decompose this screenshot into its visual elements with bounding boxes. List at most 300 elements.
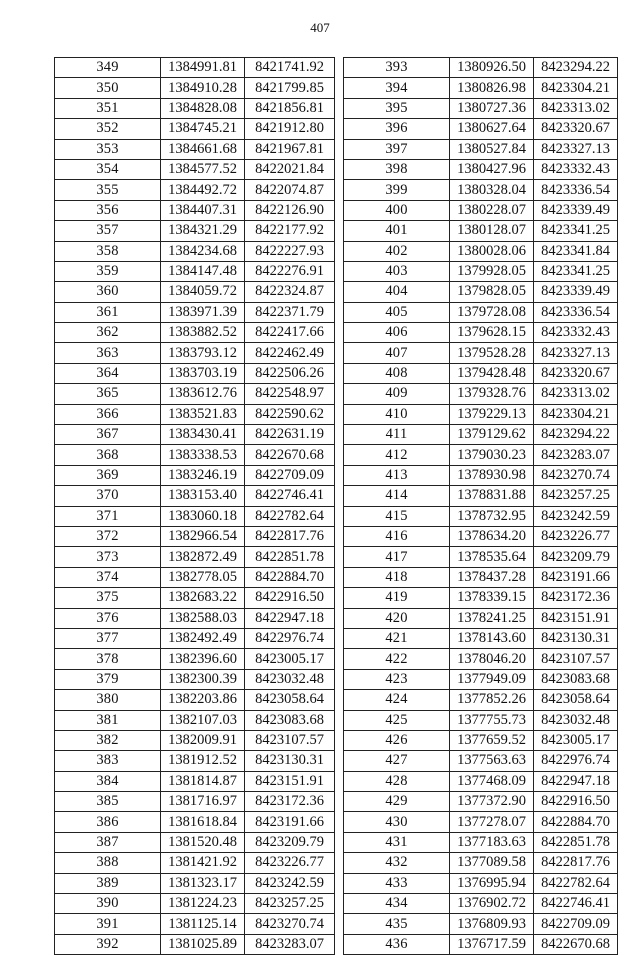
point-number-cell: 429 [344,792,450,812]
x-coordinate-cell: 1377278.07 [450,812,534,832]
table-row [55,200,335,220]
y-coordinate-cell: 8422976.74 [534,751,618,771]
table-row [344,282,618,302]
table-row [55,78,335,98]
table-row [55,180,335,200]
table-row [344,119,618,139]
x-coordinate-cell: 1376995.94 [450,873,534,893]
x-coordinate-cell: 1382778.05 [161,567,245,587]
table-row [344,690,618,710]
coordinate-table-right-body [344,58,618,955]
point-number-cell: 365 [55,384,161,404]
table-row [344,628,618,648]
y-coordinate-cell: 8423130.31 [534,628,618,648]
table-row [55,323,335,343]
x-coordinate-cell: 1378241.25 [450,608,534,628]
point-number-cell: 368 [55,445,161,465]
y-coordinate-cell: 8423242.59 [534,506,618,526]
table-row [344,914,618,934]
x-coordinate-cell: 1384059.72 [161,282,245,302]
table-row [344,894,618,914]
table-row [55,98,335,118]
y-coordinate-cell: 8422916.50 [245,588,335,608]
x-coordinate-cell: 1378046.20 [450,649,534,669]
point-number-cell: 364 [55,363,161,383]
point-number-cell: 420 [344,608,450,628]
x-coordinate-cell: 1384492.72 [161,180,245,200]
point-number-cell: 431 [344,832,450,852]
table-row [55,486,335,506]
table-row [344,567,618,587]
y-coordinate-cell: 8423283.07 [245,934,335,954]
y-coordinate-cell: 8423313.02 [534,384,618,404]
point-number-cell: 384 [55,771,161,791]
table-row [55,445,335,465]
table-row [55,669,335,689]
x-coordinate-cell: 1379728.08 [450,302,534,322]
table-row [55,58,335,78]
x-coordinate-cell: 1381125.14 [161,914,245,934]
y-coordinate-cell: 8422548.97 [245,384,335,404]
y-coordinate-cell: 8421799.85 [245,78,335,98]
x-coordinate-cell: 1379030.23 [450,445,534,465]
x-coordinate-cell: 1378143.60 [450,628,534,648]
point-number-cell: 380 [55,690,161,710]
x-coordinate-cell: 1382300.39 [161,669,245,689]
point-number-cell: 359 [55,261,161,281]
x-coordinate-cell: 1378634.20 [450,526,534,546]
table-row [344,608,618,628]
x-coordinate-cell: 1380527.84 [450,139,534,159]
x-coordinate-cell: 1384828.08 [161,98,245,118]
table-row [344,404,618,424]
y-coordinate-cell: 8423130.31 [245,751,335,771]
y-coordinate-cell: 8423257.25 [534,486,618,506]
x-coordinate-cell: 1383338.53 [161,445,245,465]
y-coordinate-cell: 8423341.25 [534,221,618,241]
point-number-cell: 349 [55,58,161,78]
point-number-cell: 382 [55,730,161,750]
coordinate-table-left [54,57,335,955]
y-coordinate-cell: 8422021.84 [245,159,335,179]
table-row [55,649,335,669]
y-coordinate-cell: 8423283.07 [534,445,618,465]
table-row [55,526,335,546]
x-coordinate-cell: 1379229.13 [450,404,534,424]
point-number-cell: 356 [55,200,161,220]
y-coordinate-cell: 8422916.50 [534,792,618,812]
point-number-cell: 355 [55,180,161,200]
point-number-cell: 408 [344,363,450,383]
table-row [344,221,618,241]
y-coordinate-cell: 8423304.21 [534,78,618,98]
y-coordinate-cell: 8422276.91 [245,261,335,281]
point-number-cell: 396 [344,119,450,139]
y-coordinate-cell: 8421912.80 [245,119,335,139]
point-number-cell: 362 [55,323,161,343]
y-coordinate-cell: 8422590.62 [245,404,335,424]
y-coordinate-cell: 8423270.74 [534,465,618,485]
y-coordinate-cell: 8423032.48 [534,710,618,730]
table-row [344,425,618,445]
table-row [55,894,335,914]
table-row [55,343,335,363]
point-number-cell: 393 [344,58,450,78]
point-number-cell: 435 [344,914,450,934]
x-coordinate-cell: 1381224.23 [161,894,245,914]
table-row [344,853,618,873]
y-coordinate-cell: 8422884.70 [534,812,618,832]
x-coordinate-cell: 1378930.98 [450,465,534,485]
x-coordinate-cell: 1377755.73 [450,710,534,730]
y-coordinate-cell: 8422670.68 [245,445,335,465]
point-number-cell: 361 [55,302,161,322]
x-coordinate-cell: 1384234.68 [161,241,245,261]
y-coordinate-cell: 8423172.36 [245,792,335,812]
x-coordinate-cell: 1379528.28 [450,343,534,363]
point-number-cell: 432 [344,853,450,873]
y-coordinate-cell: 8423226.77 [245,853,335,873]
table-row [344,812,618,832]
point-number-cell: 414 [344,486,450,506]
point-number-cell: 354 [55,159,161,179]
point-number-cell: 353 [55,139,161,159]
y-coordinate-cell: 8422851.78 [245,547,335,567]
x-coordinate-cell: 1384661.68 [161,139,245,159]
point-number-cell: 402 [344,241,450,261]
table-row [55,261,335,281]
table-row [55,425,335,445]
x-coordinate-cell: 1383612.76 [161,384,245,404]
x-coordinate-cell: 1381421.92 [161,853,245,873]
table-row [344,506,618,526]
table-row [344,934,618,954]
y-coordinate-cell: 8422506.26 [245,363,335,383]
x-coordinate-cell: 1384321.29 [161,221,245,241]
point-number-cell: 398 [344,159,450,179]
x-coordinate-cell: 1379828.05 [450,282,534,302]
table-row [55,812,335,832]
table-row [55,363,335,383]
x-coordinate-cell: 1382107.03 [161,710,245,730]
point-number-cell: 397 [344,139,450,159]
y-coordinate-cell: 8422177.92 [245,221,335,241]
point-number-cell: 381 [55,710,161,730]
point-number-cell: 369 [55,465,161,485]
y-coordinate-cell: 8423005.17 [245,649,335,669]
point-number-cell: 434 [344,894,450,914]
coordinate-table-left-body [55,58,335,955]
point-number-cell: 406 [344,323,450,343]
point-number-cell: 377 [55,628,161,648]
point-number-cell: 383 [55,751,161,771]
point-number-cell: 426 [344,730,450,750]
x-coordinate-cell: 1380826.98 [450,78,534,98]
y-coordinate-cell: 8423339.49 [534,282,618,302]
point-number-cell: 391 [55,914,161,934]
y-coordinate-cell: 8423107.57 [534,649,618,669]
table-row [344,832,618,852]
table-row [344,200,618,220]
x-coordinate-cell: 1383153.40 [161,486,245,506]
table-row [344,771,618,791]
x-coordinate-cell: 1380128.07 [450,221,534,241]
x-coordinate-cell: 1380727.36 [450,98,534,118]
point-number-cell: 417 [344,547,450,567]
y-coordinate-cell: 8423209.79 [534,547,618,567]
x-coordinate-cell: 1380627.64 [450,119,534,139]
table-row [344,58,618,78]
x-coordinate-cell: 1376809.93 [450,914,534,934]
point-number-cell: 412 [344,445,450,465]
x-coordinate-cell: 1384147.48 [161,261,245,281]
table-row [55,934,335,954]
y-coordinate-cell: 8422462.49 [245,343,335,363]
y-coordinate-cell: 8422709.09 [245,465,335,485]
x-coordinate-cell: 1380028.06 [450,241,534,261]
x-coordinate-cell: 1379628.15 [450,323,534,343]
point-number-cell: 419 [344,588,450,608]
y-coordinate-cell: 8422782.64 [534,873,618,893]
y-coordinate-cell: 8422947.18 [534,771,618,791]
point-number-cell: 401 [344,221,450,241]
point-number-cell: 428 [344,771,450,791]
y-coordinate-cell: 8422947.18 [245,608,335,628]
y-coordinate-cell: 8422746.41 [245,486,335,506]
table-row [55,771,335,791]
point-number-cell: 376 [55,608,161,628]
y-coordinate-cell: 8423336.54 [534,180,618,200]
table-row [344,98,618,118]
table-row [344,241,618,261]
point-number-cell: 360 [55,282,161,302]
point-number-cell: 413 [344,465,450,485]
point-number-cell: 427 [344,751,450,771]
y-coordinate-cell: 8423151.91 [534,608,618,628]
y-coordinate-cell: 8422074.87 [245,180,335,200]
point-number-cell: 404 [344,282,450,302]
point-number-cell: 367 [55,425,161,445]
point-number-cell: 357 [55,221,161,241]
x-coordinate-cell: 1382683.22 [161,588,245,608]
point-number-cell: 410 [344,404,450,424]
y-coordinate-cell: 8422746.41 [534,894,618,914]
y-coordinate-cell: 8423336.54 [534,302,618,322]
y-coordinate-cell: 8423107.57 [245,730,335,750]
y-coordinate-cell: 8422817.76 [245,526,335,546]
y-coordinate-cell: 8423332.43 [534,159,618,179]
x-coordinate-cell: 1383060.18 [161,506,245,526]
y-coordinate-cell: 8422884.70 [245,567,335,587]
table-row [344,526,618,546]
y-coordinate-cell: 8423172.36 [534,588,618,608]
table-row [344,261,618,281]
table-row [344,139,618,159]
y-coordinate-cell: 8423270.74 [245,914,335,934]
y-coordinate-cell: 8421741.92 [245,58,335,78]
y-coordinate-cell: 8422324.87 [245,282,335,302]
x-coordinate-cell: 1381618.84 [161,812,245,832]
table-row [55,690,335,710]
table-row [344,751,618,771]
x-coordinate-cell: 1382966.54 [161,526,245,546]
x-coordinate-cell: 1382588.03 [161,608,245,628]
table-row [344,710,618,730]
y-coordinate-cell: 8421856.81 [245,98,335,118]
y-coordinate-cell: 8423005.17 [534,730,618,750]
point-number-cell: 351 [55,98,161,118]
x-coordinate-cell: 1382492.49 [161,628,245,648]
x-coordinate-cell: 1378437.28 [450,567,534,587]
x-coordinate-cell: 1383430.41 [161,425,245,445]
table-row [344,363,618,383]
point-number-cell: 388 [55,853,161,873]
x-coordinate-cell: 1379328.76 [450,384,534,404]
y-coordinate-cell: 8422631.19 [245,425,335,445]
y-coordinate-cell: 8422709.09 [534,914,618,934]
table-row [55,751,335,771]
y-coordinate-cell: 8423339.49 [534,200,618,220]
y-coordinate-cell: 8423327.13 [534,343,618,363]
table-row [344,180,618,200]
x-coordinate-cell: 1383246.19 [161,465,245,485]
table-row [55,159,335,179]
table-row [55,853,335,873]
page-number: 407 [310,20,330,35]
x-coordinate-cell: 1379129.62 [450,425,534,445]
point-number-cell: 386 [55,812,161,832]
point-number-cell: 366 [55,404,161,424]
table-row [344,588,618,608]
point-number-cell: 385 [55,792,161,812]
point-number-cell: 405 [344,302,450,322]
table-row [55,465,335,485]
point-number-cell: 421 [344,628,450,648]
point-number-cell: 399 [344,180,450,200]
point-number-cell: 418 [344,567,450,587]
y-coordinate-cell: 8423327.13 [534,139,618,159]
point-number-cell: 363 [55,343,161,363]
y-coordinate-cell: 8423313.02 [534,98,618,118]
table-row [55,282,335,302]
x-coordinate-cell: 1384745.21 [161,119,245,139]
x-coordinate-cell: 1376902.72 [450,894,534,914]
table-row [344,445,618,465]
point-number-cell: 378 [55,649,161,669]
point-number-cell: 350 [55,78,161,98]
table-row [344,78,618,98]
y-coordinate-cell: 8423226.77 [534,526,618,546]
x-coordinate-cell: 1380926.50 [450,58,534,78]
y-coordinate-cell: 8423083.68 [534,669,618,689]
point-number-cell: 371 [55,506,161,526]
y-coordinate-cell: 8422670.68 [534,934,618,954]
y-coordinate-cell: 8423320.67 [534,363,618,383]
x-coordinate-cell: 1377852.26 [450,690,534,710]
point-number-cell: 411 [344,425,450,445]
x-coordinate-cell: 1379428.48 [450,363,534,383]
table-row [344,323,618,343]
y-coordinate-cell: 8422417.66 [245,323,335,343]
point-number-cell: 389 [55,873,161,893]
point-number-cell: 403 [344,261,450,281]
y-coordinate-cell: 8422817.76 [534,853,618,873]
point-number-cell: 370 [55,486,161,506]
point-number-cell: 373 [55,547,161,567]
x-coordinate-cell: 1383793.12 [161,343,245,363]
table-row [55,873,335,893]
x-coordinate-cell: 1382203.86 [161,690,245,710]
y-coordinate-cell: 8423151.91 [245,771,335,791]
table-row [344,730,618,750]
table-row [55,506,335,526]
point-number-cell: 358 [55,241,161,261]
x-coordinate-cell: 1377372.90 [450,792,534,812]
table-row [55,588,335,608]
y-coordinate-cell: 8423294.22 [534,425,618,445]
coordinate-table-right [343,57,618,955]
x-coordinate-cell: 1381912.52 [161,751,245,771]
point-number-cell: 392 [55,934,161,954]
y-coordinate-cell: 8423304.21 [534,404,618,424]
table-row [344,302,618,322]
table-row [344,649,618,669]
table-row [55,628,335,648]
point-number-cell: 395 [344,98,450,118]
table-row [55,547,335,567]
x-coordinate-cell: 1379928.05 [450,261,534,281]
table-row [344,159,618,179]
x-coordinate-cell: 1377089.58 [450,853,534,873]
table-row [55,139,335,159]
x-coordinate-cell: 1377468.09 [450,771,534,791]
table-row [55,608,335,628]
table-row [344,873,618,893]
x-coordinate-cell: 1377659.52 [450,730,534,750]
table-row [55,710,335,730]
point-number-cell: 379 [55,669,161,689]
table-row [55,221,335,241]
point-number-cell: 415 [344,506,450,526]
x-coordinate-cell: 1381814.87 [161,771,245,791]
y-coordinate-cell: 8423032.48 [245,669,335,689]
table-row [55,792,335,812]
x-coordinate-cell: 1378831.88 [450,486,534,506]
point-number-cell: 352 [55,119,161,139]
point-number-cell: 400 [344,200,450,220]
point-number-cell: 390 [55,894,161,914]
table-row [55,730,335,750]
point-number-cell: 416 [344,526,450,546]
x-coordinate-cell: 1378339.15 [450,588,534,608]
table-row [344,669,618,689]
x-coordinate-cell: 1384991.81 [161,58,245,78]
table-row [344,343,618,363]
point-number-cell: 425 [344,710,450,730]
table-row [55,241,335,261]
x-coordinate-cell: 1383703.19 [161,363,245,383]
y-coordinate-cell: 8423332.43 [534,323,618,343]
y-coordinate-cell: 8421967.81 [245,139,335,159]
point-number-cell: 424 [344,690,450,710]
x-coordinate-cell: 1383882.52 [161,323,245,343]
x-coordinate-cell: 1382396.60 [161,649,245,669]
y-coordinate-cell: 8422851.78 [534,832,618,852]
table-row [344,547,618,567]
table-row [55,567,335,587]
y-coordinate-cell: 8423058.64 [245,690,335,710]
y-coordinate-cell: 8423083.68 [245,710,335,730]
